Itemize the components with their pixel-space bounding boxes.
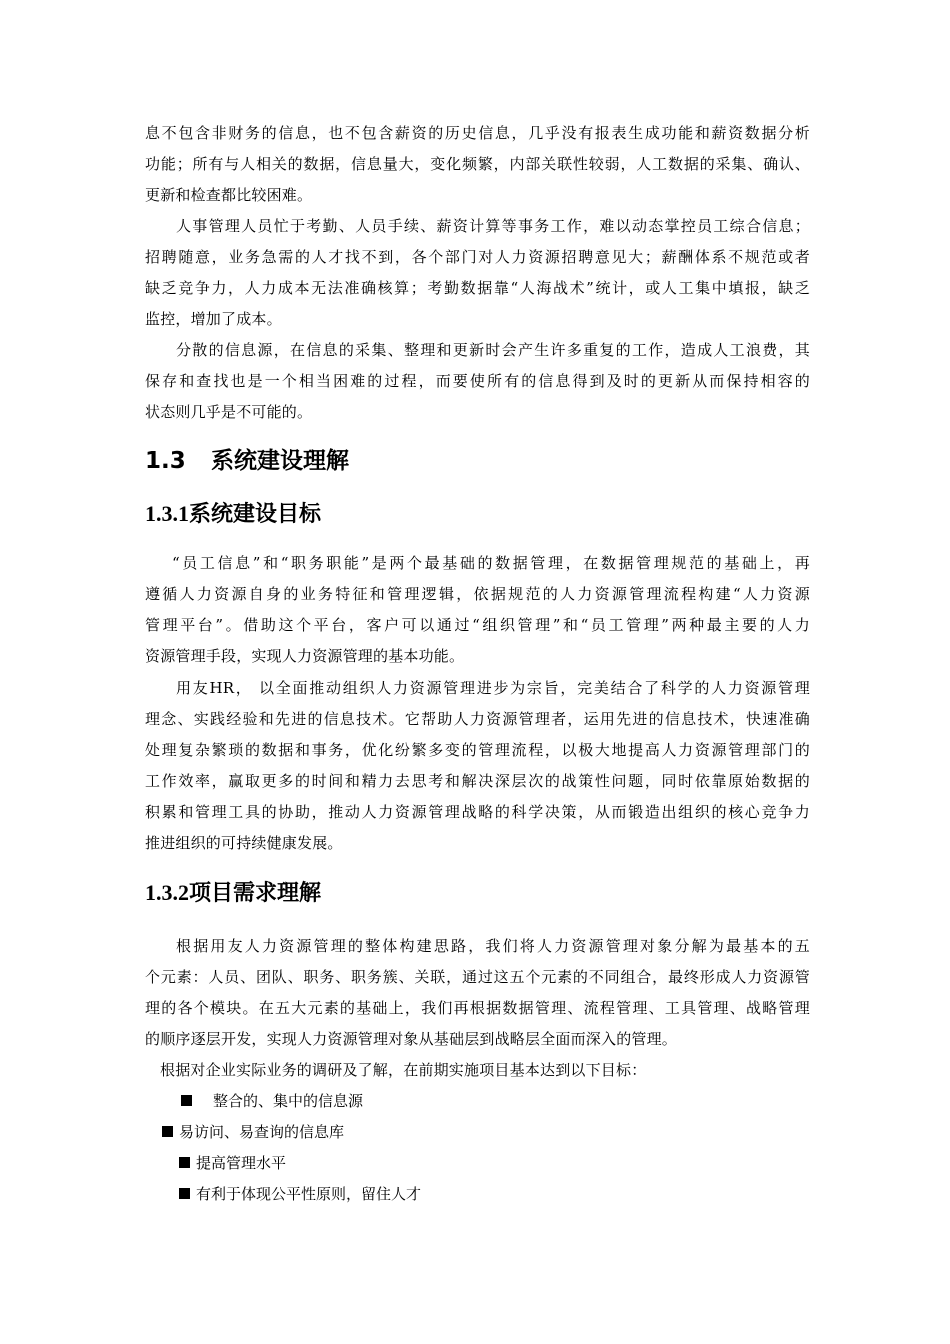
list-item-text: 易访问、易查询的信息库	[179, 1123, 345, 1141]
paragraph-line: 的顺序逐层开发，实现人力资源管理对象从基础层到战略层全面而深入的管理。	[145, 1030, 678, 1048]
subsection-number: 1.3.2	[145, 880, 189, 905]
list-item	[181, 1091, 363, 1111]
list-item	[179, 1184, 421, 1204]
list-item-text: 整合的、集中的信息源	[213, 1092, 364, 1110]
paragraph-line: “员工信息”和“职务职能”是两个最基础的数据管理，在数据管理规范的基础上，再	[172, 554, 810, 572]
square-bullet-icon	[179, 1188, 190, 1199]
paragraph-line: 更新和检查都比较困难。	[145, 186, 313, 204]
subsection-heading	[145, 878, 321, 909]
square-bullet-icon	[179, 1157, 190, 1168]
paragraph-line: 个元素：人员、团队、职务、职务簇、关联，通过这五个元素的不同组合，最终形成人力资源管	[145, 968, 810, 986]
list-item	[179, 1153, 286, 1173]
subsection-title: 系统建设目标	[189, 502, 322, 527]
paragraph-line: 理的各个模块。在五大元素的基础上，我们再根据数据管理、流程管理、工具管理、战略管理	[145, 999, 810, 1017]
subsection-heading	[145, 499, 321, 530]
paragraph-line: 理念、实践经验和先进的信息技术。它帮助人力资源管理者，运用先进的信息技术，快速准确	[145, 710, 810, 728]
paragraph-line: 息不包含非财务的信息，也不包含薪资的历史信息，几乎没有报表生成功能和薪资数据分析	[145, 124, 810, 142]
paragraph-line: 根据对企业实际业务的调研及了解，在前期实施项目基本达到以下目标：	[160, 1061, 647, 1079]
paragraph-line: 功能；所有与人相关的数据，信息量大，变化频繁，内部关联性较弱，人工数据的采集、确认、	[145, 155, 810, 173]
paragraph-line: 根据用友人力资源管理的整体构建思路，我们将人力资源管理对象分解为最基本的五	[176, 937, 810, 955]
square-bullet-icon	[162, 1126, 173, 1137]
square-bullet-icon	[181, 1095, 192, 1106]
paragraph-line: 处理复杂繁琐的数据和事务，优化纷繁多变的管理流程，以极大地提高人力资源管理部门的	[145, 741, 810, 759]
list-item-text: 提高管理水平	[196, 1154, 287, 1172]
paragraph-line: 用友HR， 以全面推动组织人力资源管理进步为宗旨，完美结合了科学的人力资源管理	[176, 679, 810, 697]
paragraph-line: 缺乏竞争力，人力成本无法准确核算；考勤数据靠“人海战术”统计，或人工集中填报，缺乏	[145, 279, 810, 297]
paragraph-line: 遵循人力资源自身的业务特征和管理逻辑，依据规范的人力资源管理流程构建“人力资源	[145, 585, 810, 603]
paragraph-line: 监控，增加了成本。	[145, 310, 282, 328]
paragraph-line: 保存和查找也是一个相当困难的过程，而要使所有的信息得到及时的更新从而保持相容的	[145, 372, 810, 390]
paragraph-line: 积累和管理工具的协助，推动人力资源管理战略的科学决策，从而锻造出组织的核心竞争力	[145, 803, 810, 821]
paragraph-line: 推进组织的可持续健康发展。	[145, 834, 343, 852]
paragraph-line: 分散的信息源，在信息的采集、整理和更新时会产生许多重复的工作，造成人工浪费，其	[176, 341, 810, 359]
section-title: 系统建设理解	[211, 448, 349, 474]
subsection-title: 项目需求理解	[189, 881, 322, 906]
subsection-number: 1.3.1	[145, 501, 189, 526]
paragraph-line: 招聘随意，业务急需的人才找不到，各个部门对人力资源招聘意见大；薪酬体系不规范或者	[145, 248, 810, 266]
paragraph-line: 资源管理手段，实现人力资源管理的基本功能。	[145, 647, 465, 665]
paragraph-line: 管理平台”。借助这个平台，客户可以通过“组织管理”和“员工管理”两种最主要的人力	[145, 616, 810, 634]
paragraph-line: 状态则几乎是不可能的。	[145, 403, 313, 421]
section-number: 1.3	[145, 448, 186, 474]
paragraph-line: 人事管理人员忙于考勤、人员手续、薪资计算等事务工作，难以动态掌控员工综合信息；	[176, 217, 810, 235]
list-item	[162, 1122, 344, 1142]
paragraph-line: 工作效率，赢取更多的时间和精力去思考和解决深层次的战策性问题，同时依靠原始数据的	[145, 772, 810, 790]
section-heading	[145, 446, 349, 476]
list-item-text: 有利于体现公平性原则，留住人才	[196, 1185, 422, 1203]
